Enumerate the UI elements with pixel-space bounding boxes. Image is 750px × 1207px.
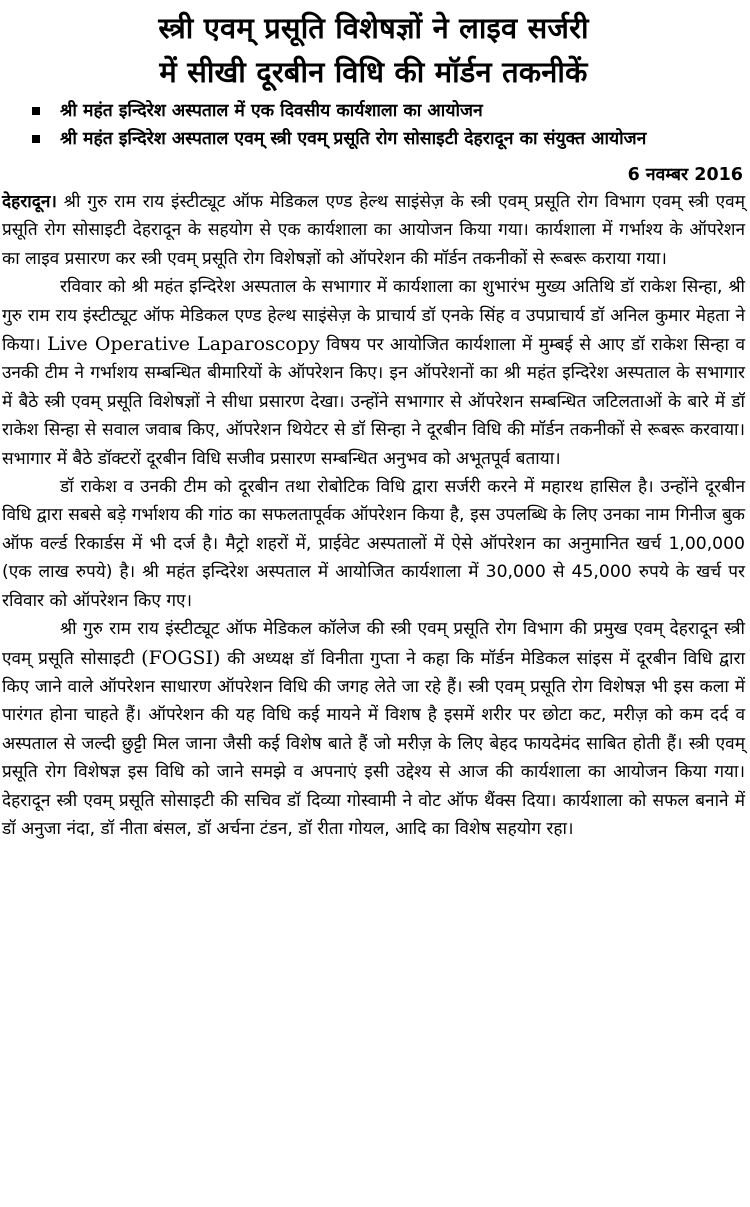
article-body xyxy=(2,188,745,843)
article-paragraph xyxy=(2,188,745,273)
society-acronym: (FOGSI) xyxy=(141,646,221,669)
paragraph-text: श्री गुरु राम राय इंस्टीट्यूट ऑफ मेडिकल एण्ड हेल्थ साइंसेज़ के स्त्री एवम् प्रसूति रोग विभाग एवम् स्त्री एवम् प्रसूति रोग सोसाइटी देहरादून के सहयोग से एक कार्यशाला का आयोजन किया गया। कार्यशाला में गर्भाश्य के ऑपरेशन का लाइव प्रसारण कर स्त्री एवम् प्रसूति रोग विशेषज्ञों को ऑपरेशन की मॉर्डन तकनीकों से रूबरू कराया गया। xyxy=(2,192,745,269)
square-bullet-icon xyxy=(32,135,40,143)
highlights-list xyxy=(2,98,745,153)
highlight-item xyxy=(32,126,745,153)
paragraph-text: श्री गुरु राम राय इंस्टीट्यूट ऑफ मेडिकल कॉलेज की स्त्री एवम् प्रसूति रोग विभाग की प्रमुख एवम् देहरादून स्त्री एवम् प्रसूति सोसाइटी xyxy=(2,619,745,669)
paragraph-text: डॉ राकेश व उनकी टीम को दूरबीन तथा रोबोटिक विधि द्वारा सर्जरी करने में महारथ हासिल है। उन्होंने दूरबीन विधि द्वारा सबसे बड़े गर्भाशय की गांठ का सफलतापूर्वक ऑपरेशन किया है, इस उपलब्धि के लिए उनका नाम गिनीज बुक ऑफ वर्ल्ड रिकार्डस में भी दर्ज है। मैट्रो शहरों में, प्राईवेट अस्पतालों में ऐसे ऑपरेशन का अनुमानित खर्च 1,00,000 (एक लाख रुपये) है। श्री महंत इन्दिरेश अस्पताल में आयोजित कार्यशाला में 30,000 से 45,000 रुपये के खर्च पर रविवार को ऑपरेशन किए गए। xyxy=(2,477,745,611)
highlight-item xyxy=(32,98,745,125)
headline-line-2: में सीखी दूरबीन विधि की मॉर्डन तकनीकें xyxy=(159,55,588,89)
article-paragraph xyxy=(2,615,745,843)
paragraph-text: की अध्यक्ष डॉ विनीता गुप्ता ने कहा कि मॉर्डन मेडिकल सांइस में दूरबीन विधि द्वारा किए जाने वाले ऑपरेशन साधारण ऑपरेशन विधि की जगह लेते जा रहे हैं। स्त्री एवम् प्रसूति रोग विशेषज्ञ भी इस कला में पारंगत होना चाहते हैं। ऑपरेशन की यह विधि कई मायने में विशष है इसमें शरीर पर छोटा कट, मरीज़ को कम दर्द व अस्पताल से जल्दी छुट्टी मिल जाना जैसी कई विशेष बाते हैं जो मरीज़ के लिए बेहद फायदेमंद साबित होती हैं। स्त्री एवम् प्रसूति रोग विशेषज्ञ इस विधि को जाने समझे व अपनाएं इसी उद्देश्य से आज की कार्यशाला का आयोजन किया गया। देहरादून स्त्री एवम् प्रसूति सोसाइटी की सचिव डॉ दिव्या गोस्वामी ने वोट ऑफ थैंक्स दिया। कार्यशाला को सफल बनाने में डॉ अनुजा नंदा, डॉ नीता बंसल, डॉ अर्चना टंडन, डॉ रीता गोयल, आदि का विशेष सहयोग रहा। xyxy=(2,648,745,839)
highlight-text: श्री महंत इन्दिरेश अस्पताल एवम् स्त्री एवम् प्रसूति रोग सोसाइटी देहरादून का संयुक्त आयोजन xyxy=(60,129,647,149)
square-bullet-icon xyxy=(32,107,40,115)
dateline-place: देहरादून। xyxy=(2,192,57,212)
dateline: 6 नवम्बर 2016 xyxy=(627,165,743,185)
paragraph-text: रविवार को श्री महंत इन्दिरेश अस्पताल के सभागार में कार्यशाला का शुभारंभ मुख्य अतिथि डॉ राकेश सिन्हा, श्री गुरु राम राय इंस्टीट्यूट ऑफ मेडिकल एण्ड हेल्थ साइंसेज़ के प्राचार्य डॉ एनके सिंह व उपप्राचार्य डॉ अनिल कुमार मेहता ने किया। xyxy=(2,277,745,356)
article-paragraph xyxy=(2,473,745,615)
highlight-text: श्री महंत इन्दिरेश अस्पताल में एक दिवसीय कार्यशाला का आयोजन xyxy=(60,101,483,121)
headline-line-1: स्त्री एवम् प्रसूति विशेषज्ञों ने लाइव सर्जरी xyxy=(158,11,589,45)
headline xyxy=(2,6,745,94)
paragraph-text: विषय पर आयोजित कार्यशाला में मुम्बई से आए डॉ राकेश सिन्हा व उनकी टीम ने गर्भाशय सम्बन्धित बीमारियों के ऑपरेशन किए। इन ऑपरेशनों का श्री महंत इन्दिरेश अस्पताल के सभागार में बैठे स्त्री एवम् प्रसूति विशेषज्ञों ने सीधा प्रसारण देखा। उन्होंने सभागार से ऑपरेशन सम्बन्धित जटिलताओं के बारे में डॉ राकेश सिन्हा से सवाल जवाब किए, ऑपरेशन थियेटर से डॉ सिन्हा ने दूरबीन विधि की मॉर्डन तकनीकों से रूबरू करवाया। सभागार में बैठे डॉक्टरों दूरबीन विधि सजीव प्रसारण सम्बन्धित अनुभव को अभूतपूर्व बताया। xyxy=(2,335,746,469)
article-paragraph xyxy=(2,273,745,473)
workshop-topic: Live Operative Laparoscopy xyxy=(47,333,320,356)
